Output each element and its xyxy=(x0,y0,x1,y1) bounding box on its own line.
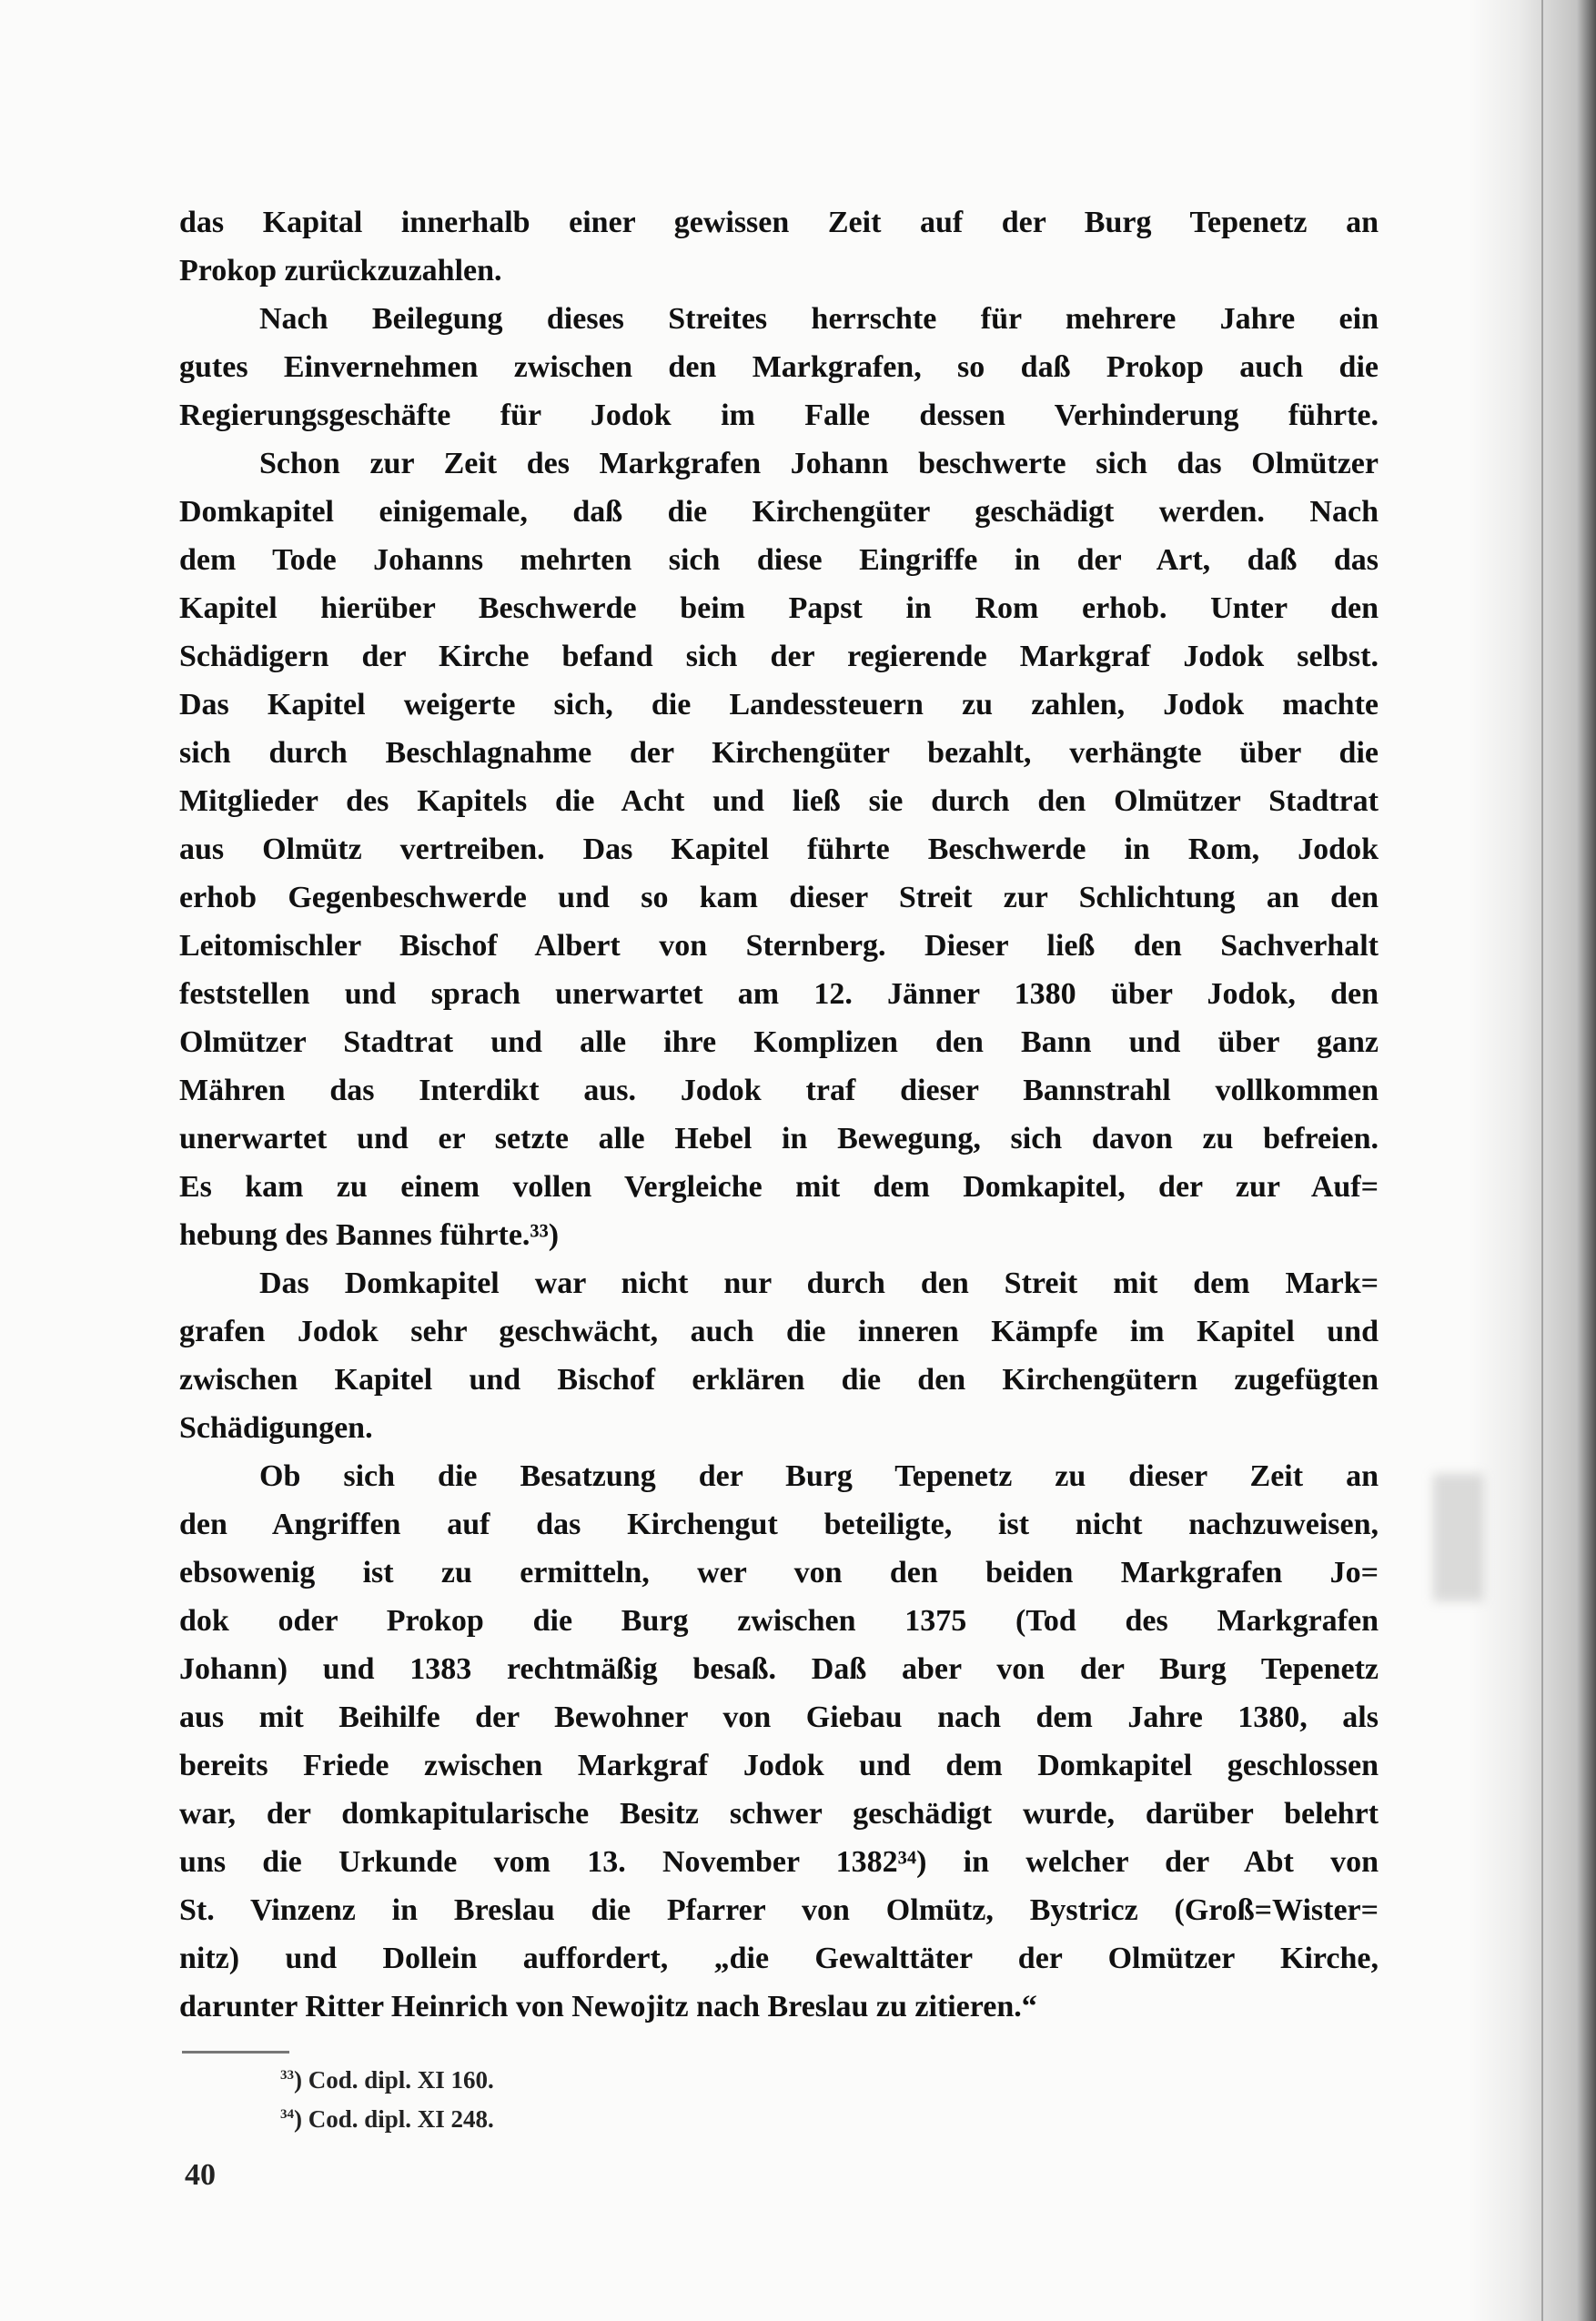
text-line: aus mit Beihilfe der Bewohner von Giebau nach dem Jahre 1380, als xyxy=(179,1700,1379,1734)
page-edge-shadow xyxy=(1469,0,1596,2321)
text-line: Schon zur Zeit des Markgrafen Johann beschwerte sich das Olmützer xyxy=(259,447,1379,480)
footnote-text: ) Cod. dipl. XI 160. xyxy=(294,2066,494,2094)
footnote-separator xyxy=(182,2051,289,2054)
text-line: Mähren das Interdikt aus. Jodok traf dieser Bannstrahl vollkommen xyxy=(179,1074,1379,1107)
footnote-mark: 33 xyxy=(280,2068,294,2083)
text-line: dok oder Prokop die Burg zwischen 1375 (Tod des Markgrafen xyxy=(179,1604,1379,1638)
text-line: grafen Jodok sehr geschwächt, auch die inneren Kämpfe im Kapitel und xyxy=(179,1315,1379,1348)
text-line: Schädigern der Kirche befand sich der regierende Markgraf Jodok selbst. xyxy=(179,640,1379,673)
text-line: Domkapitel einigemale, daß die Kirchengüter geschädigt werden. Nach xyxy=(179,495,1379,529)
text-line: das Kapital innerhalb einer gewissen Zeit auf der Burg Tepenetz an xyxy=(179,206,1379,239)
text-line: uns die Urkunde vom 13. November 1382³⁴) in welcher der Abt von xyxy=(179,1845,1379,1879)
text-line: Prokop zurückzuzahlen. xyxy=(179,254,502,288)
text-line: hebung des Bannes führte.³³) xyxy=(179,1218,560,1252)
text-line: Schädigungen. xyxy=(179,1411,373,1445)
footnote-34 xyxy=(280,2097,494,2136)
text-line: aus Olmütz vertreiben. Das Kapitel führte Beschwerde in Rom, Jodok xyxy=(179,833,1379,866)
text-line: den Angriffen auf das Kirchengut beteiligte, ist nicht nachzuweisen, xyxy=(179,1508,1379,1541)
footnote-text: ) Cod. dipl. XI 248. xyxy=(294,2105,494,2133)
text-line: nitz) und Dollein auffordert, „die Gewalttäter der Olmützer Kirche, xyxy=(179,1942,1379,1975)
text-line: sich durch Beschlagnahme der Kirchengüter bezahlt, verhängte über die xyxy=(179,736,1379,770)
page-fold-line xyxy=(1541,0,1543,2321)
text-line: gutes Einvernehmen zwischen den Markgrafen, so daß Prokop auch die xyxy=(179,350,1379,384)
body-text xyxy=(179,198,1379,2031)
text-line: bereits Friede zwischen Markgraf Jodok und dem Domkapitel geschlossen xyxy=(179,1749,1379,1782)
page-number: 40 xyxy=(185,2158,216,2192)
footnote-33 xyxy=(280,2058,494,2097)
text-line: erhob Gegenbeschwerde und so kam dieser Streit zur Schlichtung an den xyxy=(179,881,1379,914)
text-line: Das Kapitel weigerte sich, die Landessteuern zu zahlen, Jodok machte xyxy=(179,688,1379,722)
text-line: Ob sich die Besatzung der Burg Tepenetz zu dieser Zeit an xyxy=(259,1459,1379,1493)
text-line: Olmützer Stadtrat und alle ihre Komplizen den Bann und über ganz xyxy=(179,1025,1379,1059)
footnote-mark: 34 xyxy=(280,2107,294,2122)
text-line: Regierungsgeschäfte für Jodok im Falle dessen Verhinderung führte. xyxy=(179,399,1379,432)
text-line: dem Tode Johanns mehrten sich diese Eingriffe in der Art, daß das xyxy=(179,543,1379,577)
text-line: Mitglieder des Kapitels die Acht und ließ sie durch den Olmützer Stadtrat xyxy=(179,784,1379,818)
scan-smudge xyxy=(1433,1474,1483,1601)
text-line: Leitomischler Bischof Albert von Sternberg. Dieser ließ den Sachverhalt xyxy=(179,929,1379,963)
text-line: war, der domkapitularische Besitz schwer geschädigt wurde, darüber belehrt xyxy=(179,1797,1379,1831)
text-line: ebsowenig ist zu ermitteln, wer von den beiden Markgrafen Jo= xyxy=(179,1556,1379,1589)
text-line: darunter Ritter Heinrich von Newojitz nach Breslau zu zitieren.“ xyxy=(179,1990,1037,2023)
text-line: Es kam zu einem vollen Vergleiche mit dem Domkapitel, der zur Auf= xyxy=(179,1170,1379,1204)
text-line: feststellen und sprach unerwartet am 12. Jänner 1380 über Jodok, den xyxy=(179,977,1379,1011)
text-line: zwischen Kapitel und Bischof erklären die den Kirchengütern zugefügten xyxy=(179,1363,1379,1397)
footnotes xyxy=(280,2058,494,2136)
text-line: St. Vinzenz in Breslau die Pfarrer von Olmütz, Bystricz (Groß=Wister= xyxy=(179,1893,1379,1927)
text-line: unerwartet und er setzte alle Hebel in Bewegung, sich davon zu befreien. xyxy=(179,1122,1379,1155)
text-line: Nach Beilegung dieses Streites herrschte für mehrere Jahre ein xyxy=(259,302,1379,336)
text-line: Das Domkapitel war nicht nur durch den Streit mit dem Mark= xyxy=(259,1266,1379,1300)
text-line: Johann) und 1383 rechtmäßig besaß. Daß aber von der Burg Tepenetz xyxy=(179,1652,1379,1686)
text-line: Kapitel hierüber Beschwerde beim Papst in Rom erhob. Unter den xyxy=(179,591,1379,625)
